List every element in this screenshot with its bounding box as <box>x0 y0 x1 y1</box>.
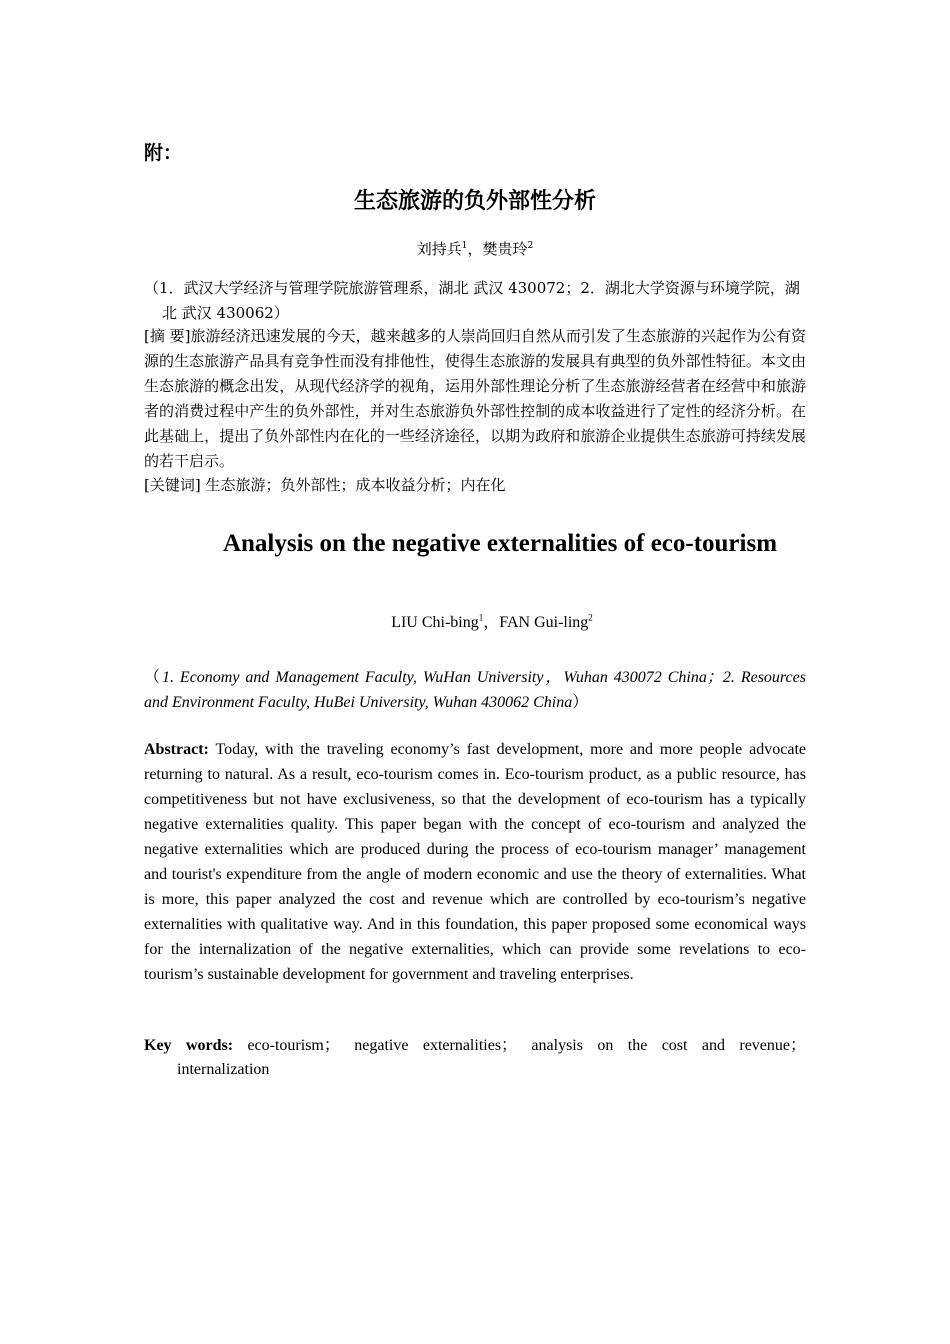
chinese-author-2: 樊贵玲 <box>482 240 528 258</box>
english-abstract <box>144 737 806 987</box>
english-affiliation-text: 1. Economy and Management Faculty, WuHan University，Wuhan 430072 China；2. Resources and Environment Faculty, HuBei University, Wuhan 430062 China <box>144 669 806 711</box>
chinese-authors <box>144 238 806 259</box>
english-authors <box>144 609 840 632</box>
chinese-author-separator: ， <box>467 240 483 258</box>
chinese-affiliation: （1．武汉大学经济与管理学院旅游管理系，湖北 武汉 430072；2．湖北大学资源与环境学院，湖北 武汉 430062） <box>144 279 800 322</box>
english-keywords-text: eco-tourism； negative externalities； analysis on the cost and revenue；internalization <box>177 1037 806 1078</box>
english-title: Analysis on the negative externalities of eco-tourism <box>222 530 778 557</box>
chinese-author-1: 刘持兵 <box>416 240 462 258</box>
english-author-1-sup: 1 <box>478 612 484 623</box>
appendix-label: 附： <box>144 142 183 164</box>
english-abstract-text: Today, with the traveling economy’s fast development, more and more people advocate returning to natural. As a result, eco-tourism comes in. Eco-tourism product, as a public resource, has competitiveness but not have exclusiveness, so that the development of eco-tourism has a typically negative externalities quality. This paper began with the concept of eco-tourism and analyzed the negative externalities which are produced during the process of eco-tourism manager’ management and tourist's expenditure from the angle of modern economic and use the theory of externalities. What is more, this paper analyzed the cost and revenue which are controlled by eco-tourism’s negative externalities with qualitative way. And in this foundation, this paper proposed some economical ways for the internalization of the negative externalities, which can provide some revelations to eco-tourism’s sustainable development for government and traveling enterprises. <box>144 741 806 983</box>
chinese-author-1-sup: 1 <box>461 241 468 251</box>
chinese-abstract-text: 旅游经济迅速发展的今天，越来越多的人崇尚回归自然从而引发了生态旅游的兴起作为公有资源的生态旅游产品具有竞争性而没有排他性，使得生态旅游的发展具有典型的负外部性特征。本文由生态旅游的概念出发，从现代经济学的视角，运用外部性理论分析了生态旅游经营者在经营中和旅游者的消费过程中产生的负外部性，并对生态旅游负外部性控制的成本收益进行了定性的经济分析。在此基础上，提出了负外部性内在化的一些经济途径，以期为政府和旅游企业提供生态旅游可持续发展的若干启示。 <box>144 327 806 470</box>
chinese-keywords-text: 生态旅游；负外部性；成本收益分析；内在化 <box>200 476 506 494</box>
chinese-author-2-sup: 2 <box>527 241 534 251</box>
english-affiliation-open: （ <box>144 669 162 686</box>
chinese-keywords-label: [关键词] <box>144 476 201 494</box>
english-affiliation <box>144 665 806 715</box>
chinese-abstract <box>144 324 806 474</box>
english-affiliation-close: ） <box>572 694 589 711</box>
chinese-title: 生态旅游的负外部性分析 <box>353 189 596 214</box>
english-author-2: FAN Gui-ling <box>499 614 589 631</box>
chinese-keywords <box>144 473 806 498</box>
english-author-1: LIU Chi-bing <box>391 614 479 631</box>
english-keywords <box>144 1034 806 1082</box>
chinese-abstract-label: [摘 要] <box>144 327 191 345</box>
english-keywords-label: Key words: <box>144 1037 234 1054</box>
english-author-2-sup: 2 <box>588 612 593 623</box>
english-abstract-label: Abstract: <box>144 741 209 758</box>
english-author-separator: ， <box>483 614 500 631</box>
